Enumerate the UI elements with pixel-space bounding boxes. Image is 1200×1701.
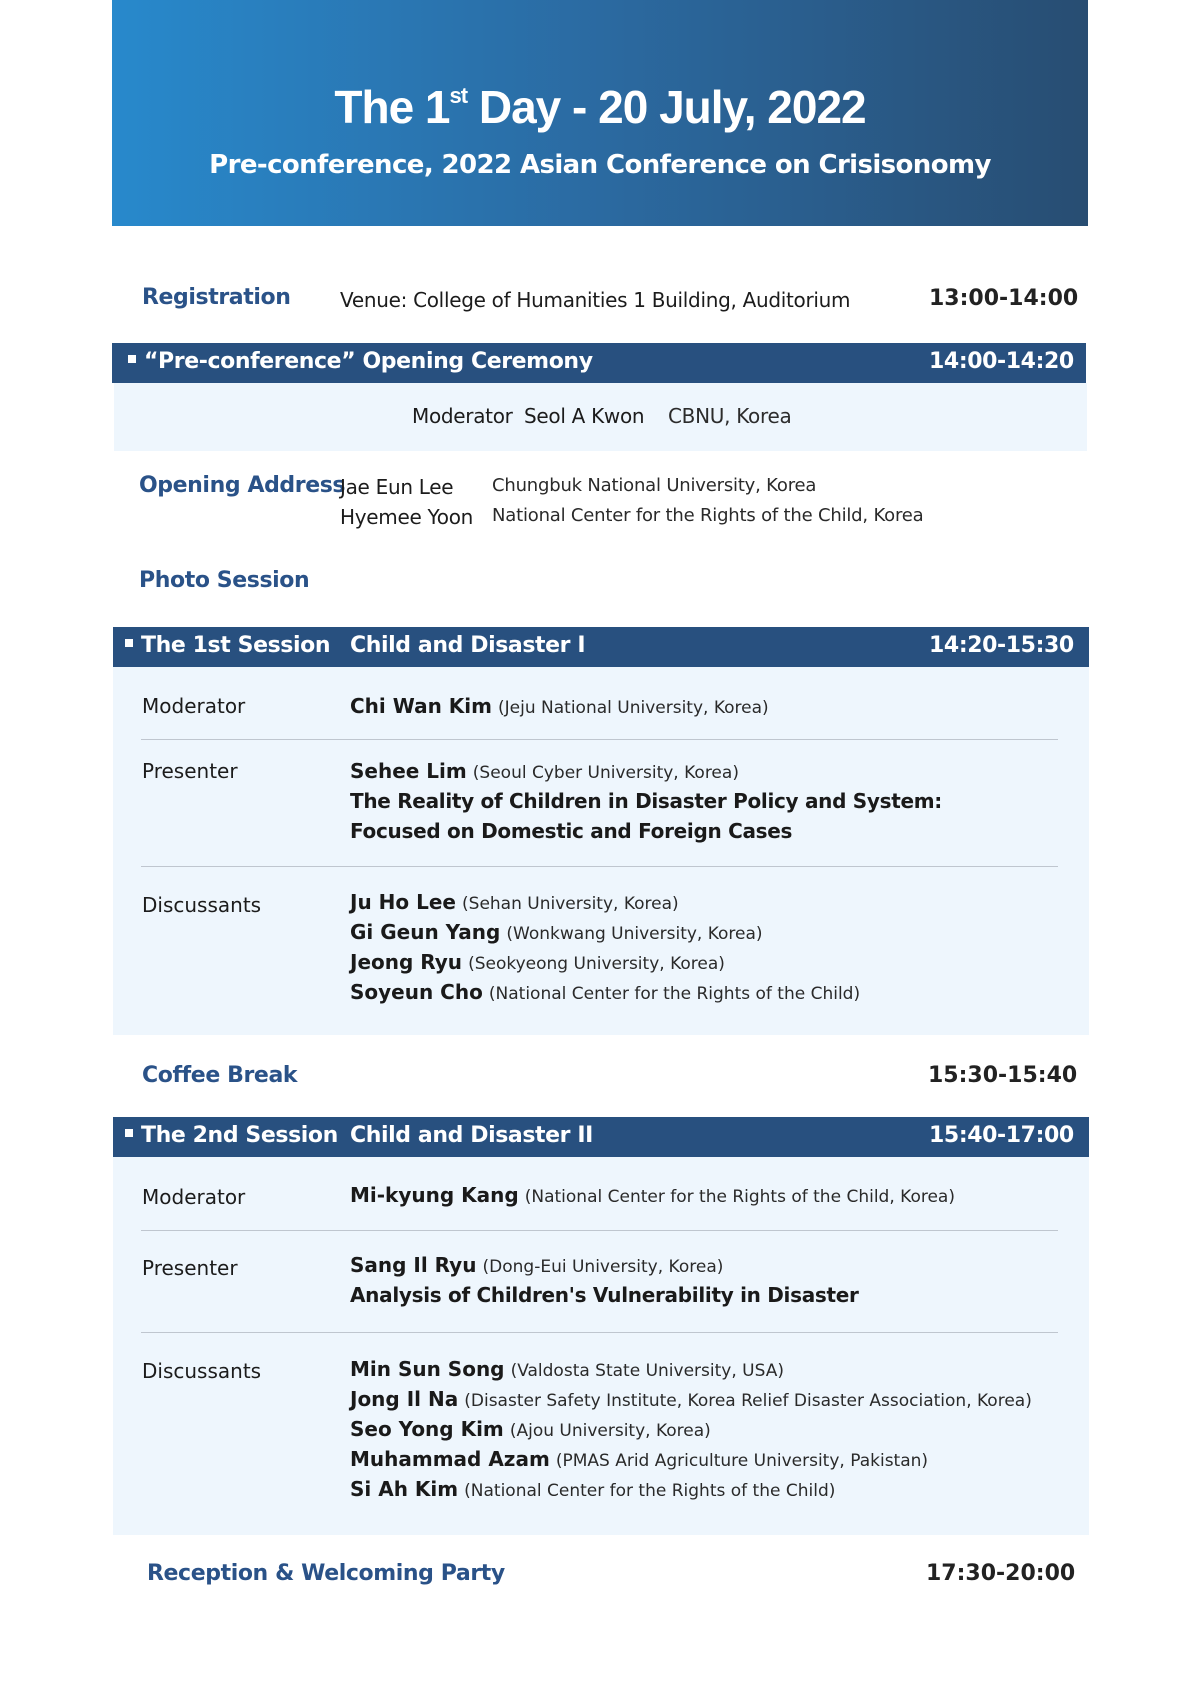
divider	[141, 1230, 1058, 1231]
opening-ceremony-title: “Pre-conference” Opening Ceremony	[128, 349, 593, 374]
presentation-title-line: Focused on Domestic and Foreign Cases	[350, 819, 793, 843]
discussants-role: Discussants	[142, 1359, 262, 1383]
session1-label: The 1st Session	[125, 633, 330, 658]
discussant: Soyeun Cho (National Center for the Rights of the Child)	[350, 980, 861, 1004]
session1-panel	[113, 667, 1089, 1035]
opening-ceremony-bar	[112, 343, 1086, 383]
discussant: Jong Il Na (Disaster Safety Institute, Korea Relief Disaster Association, Korea)	[350, 1387, 1032, 1411]
moderator-label: Moderator	[412, 404, 513, 428]
session1-bar	[113, 627, 1089, 667]
speaker-name: Jae Eun Lee	[340, 475, 454, 499]
reception-time: 17:30-20:00	[926, 1561, 1076, 1586]
presenter-role: Presenter	[142, 1256, 238, 1280]
day-subtitle: Pre-conference, 2022 Asian Conference on Crisisonomy	[209, 150, 991, 180]
moderator-affiliation: CBNU, Korea	[668, 404, 792, 428]
speaker-affiliation: National Center for the Rights of the Child, Korea	[492, 505, 924, 526]
discussant: Si Ah Kim (National Center for the Rights of the Child)	[350, 1477, 836, 1501]
day-title: The 1st Day - 20 July, 2022	[334, 81, 866, 133]
session2-moderator: Mi-kyung Kang (National Center for the Rights of the Child, Korea)	[350, 1183, 955, 1207]
opening-ceremony-time: 14:00-14:20	[929, 349, 1074, 374]
coffee-break-label: Coffee Break	[142, 1063, 298, 1088]
session2-panel	[113, 1157, 1089, 1535]
presenter-role: Presenter	[142, 759, 238, 783]
moderator-role: Moderator	[142, 1185, 246, 1209]
discussant: Seo Yong Kim (Ajou University, Korea)	[350, 1417, 711, 1441]
session2-time: 15:40-17:00	[929, 1123, 1074, 1148]
session1-topic: Child and Disaster I	[350, 633, 586, 658]
registration-label: Registration	[142, 285, 291, 310]
bullet-icon	[125, 639, 133, 647]
moderator-name: Seol A Kwon	[524, 404, 645, 428]
discussant: Ju Ho Lee (Sehan University, Korea)	[350, 890, 679, 914]
session1-time: 14:20-15:30	[929, 633, 1074, 658]
speaker-affiliation: Chungbuk National University, Korea	[492, 475, 817, 496]
bullet-icon	[128, 355, 136, 363]
session2-topic: Child and Disaster II	[350, 1123, 593, 1148]
bullet-icon	[125, 1129, 133, 1137]
session2-label: The 2nd Session	[125, 1123, 338, 1148]
speaker-name: Hyemee Yoon	[340, 505, 474, 529]
presentation-title-line: Analysis of Children's Vulnerability in Disaster	[350, 1283, 859, 1307]
divider	[141, 739, 1058, 740]
divider	[141, 866, 1058, 867]
registration-venue: Venue: College of Humanities 1 Building, Auditorium	[340, 288, 851, 312]
coffee-break-time: 15:30-15:40	[928, 1063, 1078, 1088]
presentation-title-line: The Reality of Children in Disaster Policy and System:	[350, 789, 942, 813]
day-header	[112, 0, 1088, 226]
moderator-role: Moderator	[142, 694, 246, 718]
photo-session-label: Photo Session	[139, 568, 310, 593]
discussant: Muhammad Azam (PMAS Arid Agriculture University, Pakistan)	[350, 1447, 929, 1471]
registration-time: 13:00-14:00	[929, 286, 1079, 311]
divider	[141, 1332, 1058, 1333]
opening-ceremony-panel	[114, 383, 1087, 451]
discussants-role: Discussants	[142, 893, 262, 917]
opening-address-label: Opening Address	[139, 473, 346, 498]
session2-bar	[113, 1117, 1089, 1157]
session1-presenter: Sehee Lim (Seoul Cyber University, Korea)	[350, 759, 739, 783]
discussant: Gi Geun Yang (Wonkwang University, Korea)	[350, 920, 763, 944]
discussant: Min Sun Song (Valdosta State University, USA)	[350, 1357, 784, 1381]
discussant: Jeong Ryu (Seokyeong University, Korea)	[350, 950, 725, 974]
reception-label: Reception & Welcoming Party	[147, 1561, 505, 1586]
session1-moderator: Chi Wan Kim (Jeju National University, Korea)	[350, 694, 769, 718]
session2-presenter: Sang Il Ryu (Dong-Eui University, Korea)	[350, 1253, 724, 1277]
